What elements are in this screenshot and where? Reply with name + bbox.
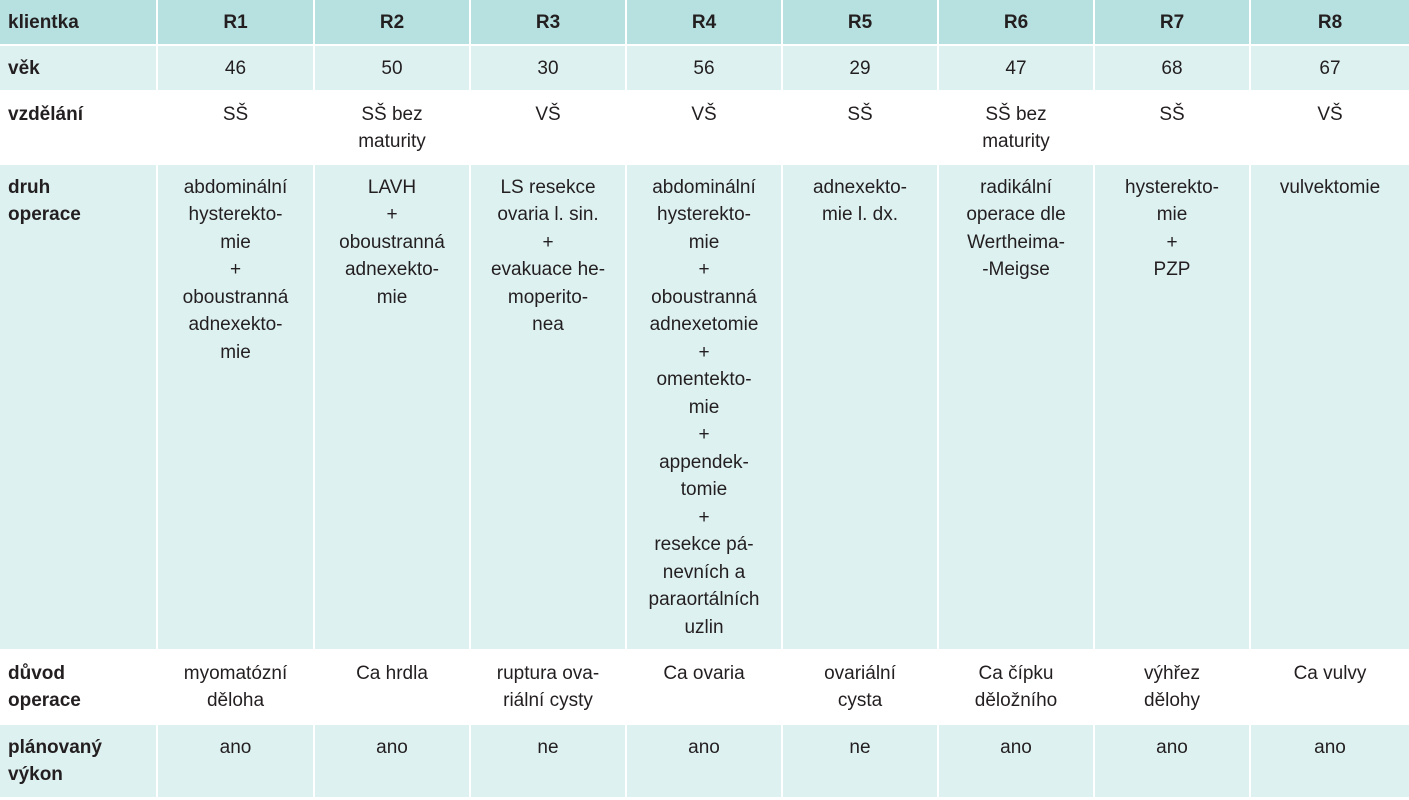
row-label-line: důvod — [8, 662, 65, 684]
cell-text-line: myomatózní — [183, 662, 288, 684]
cell-text-line: adnexekto- — [812, 176, 907, 198]
cell-text-line: ano — [1156, 736, 1188, 758]
cell-text-line: moperito- — [507, 286, 589, 308]
cell-text-line: Ca hrdla — [356, 662, 428, 684]
cell-text-line: + — [698, 424, 710, 445]
cell-text-line: Wertheima- — [967, 231, 1065, 253]
cell-text-line: SŠ — [1159, 103, 1185, 125]
table-cell-r4 — [626, 164, 782, 650]
table-cell-r8 — [1250, 45, 1409, 91]
cell-text-line: radikální — [980, 176, 1052, 198]
cell-text-line: maturity — [358, 131, 426, 152]
table-cell-r7 — [1094, 45, 1250, 91]
table-cell-r3 — [470, 91, 626, 164]
cell-text-line: VŠ — [1317, 103, 1343, 125]
cell-text-line: hysterekto- — [1125, 176, 1219, 198]
cell-text-line: PZP — [1153, 259, 1191, 280]
table-cell-r5 — [782, 650, 938, 724]
cell-text-line: ano — [1314, 736, 1346, 758]
cell-text-line: paraortálních — [648, 589, 760, 610]
cell-text-line: 68 — [1161, 57, 1183, 79]
cell-text-line: resekce pá- — [654, 534, 754, 555]
cell-text-line: 67 — [1319, 57, 1341, 79]
cell-text-line: mie — [220, 231, 251, 253]
cell-text-line: Ca vulvy — [1293, 662, 1367, 684]
table-cell-r4 — [626, 45, 782, 91]
table-cell-r4 — [626, 650, 782, 724]
cell-text-line: + — [698, 341, 710, 363]
cell-text-line: hysterekto- — [188, 204, 283, 225]
cell-text-line: mie l. dx. — [821, 204, 899, 225]
cell-text-line: riální cysty — [503, 690, 593, 711]
table-cell-r3 — [470, 650, 626, 724]
cell-text-line: ano — [1000, 736, 1032, 758]
table-cell-r1 — [157, 724, 314, 798]
row-druh-operace — [0, 164, 1409, 650]
cell-text-line: VŠ — [535, 103, 561, 125]
table-cell-r6 — [938, 45, 1094, 91]
cell-text-line: omentekto- — [656, 369, 752, 390]
row-label-line: plánovaný — [8, 736, 102, 758]
table-cell-r7 — [1094, 91, 1250, 164]
header-cell-r4: R4 — [626, 0, 782, 45]
table-cell-r2 — [314, 650, 470, 724]
cell-text-line: Ca ovaria — [663, 662, 745, 684]
cell-text-line: hysterekto- — [657, 204, 751, 225]
cell-text-line: nea — [532, 314, 564, 335]
cell-text-line: 56 — [693, 57, 715, 79]
table-cell-r2 — [314, 45, 470, 91]
cell-text-line: cysta — [837, 690, 883, 711]
cell-text-line: ne — [849, 736, 871, 758]
table-cell-r5 — [782, 164, 938, 650]
cell-text-line: adnexekto- — [344, 259, 439, 280]
header-cell-r1: R1 — [157, 0, 314, 45]
cell-text-line: + — [229, 259, 242, 280]
cell-text-line: mie — [688, 231, 720, 253]
table-cell-r6 — [938, 724, 1094, 798]
table-cell-r4 — [626, 724, 782, 798]
table-cell-r2 — [314, 724, 470, 798]
table-cell-r7 — [1094, 650, 1250, 724]
cell-text-line: maturity — [982, 131, 1050, 152]
cell-text-line: nevních a — [662, 561, 746, 583]
table-cell-r1 — [157, 164, 314, 650]
cell-text-line: abdominální — [652, 176, 756, 198]
row-duvod-operace — [0, 650, 1409, 724]
cell-text-line: dělohy — [1144, 690, 1200, 711]
row-label-cell — [0, 164, 157, 650]
cell-text-line: adnexetomie — [649, 314, 759, 335]
table-cell-r2 — [314, 91, 470, 164]
cell-text-line: LS resekce — [500, 176, 596, 198]
table-cell-r8 — [1250, 164, 1409, 650]
cell-text-line: SŠ — [847, 103, 873, 125]
cell-text-line: 46 — [224, 57, 247, 79]
row-vek — [0, 45, 1409, 91]
cell-text-line: oboustranná — [339, 231, 445, 253]
table-cell-r8 — [1250, 724, 1409, 798]
cell-text-line: + — [542, 231, 554, 253]
cell-text-line: mie — [688, 396, 720, 418]
table-cell-r2 — [314, 164, 470, 650]
cell-text-line: + — [698, 259, 710, 280]
row-label-line: druh — [8, 176, 51, 198]
cell-text-line: mie — [220, 341, 251, 363]
table-cell-r5 — [782, 91, 938, 164]
cell-text-line: tomie — [680, 479, 728, 500]
table-cell-r5 — [782, 45, 938, 91]
cell-text-line: ne — [537, 736, 559, 758]
cell-text-line: SŠ bez — [361, 103, 423, 125]
cell-text-line: 29 — [849, 57, 871, 79]
header-cell-r6: R6 — [938, 0, 1094, 45]
table-cell-r3 — [470, 45, 626, 91]
cell-text-line: operace dle — [966, 204, 1066, 225]
cell-text-line: ovariální — [824, 662, 896, 684]
cell-text-line: mie — [1156, 204, 1188, 225]
table-cell-r7 — [1094, 164, 1250, 650]
header-cell-r5: R5 — [782, 0, 938, 45]
row-label-cell — [0, 724, 157, 798]
cell-text-line: + — [386, 204, 398, 225]
row-label-line: operace — [8, 204, 81, 225]
cell-text-line: LAVH — [367, 176, 417, 198]
row-label-line: věk — [8, 57, 40, 79]
cell-text-line: 30 — [537, 57, 559, 79]
row-planovany-vykon — [0, 724, 1409, 798]
cell-text-line: vulvektomie — [1279, 176, 1381, 198]
table-cell-r1 — [157, 650, 314, 724]
cell-text-line: -Meigse — [982, 259, 1050, 280]
cell-text-line: Ca čípku — [978, 662, 1054, 684]
cell-text-line: uzlin — [684, 616, 724, 638]
row-label-cell — [0, 45, 157, 91]
cell-text-line: SŠ bez — [985, 103, 1047, 125]
table-cell-r6 — [938, 91, 1094, 164]
table-cell-r3 — [470, 164, 626, 650]
cell-text-line: ano — [219, 736, 252, 758]
table-cell-r1 — [157, 91, 314, 164]
cell-text-line: appendek- — [659, 451, 749, 473]
cell-text-line: evakuace he- — [490, 259, 606, 280]
cell-text-line: výhřez — [1144, 662, 1200, 684]
row-label-line: vzdělání — [8, 103, 83, 125]
row-label-line: výkon — [8, 764, 63, 785]
table-cell-r5 — [782, 724, 938, 798]
cell-text-line: 47 — [1005, 57, 1027, 79]
table-cell-r7 — [1094, 724, 1250, 798]
cell-text-line: děložního — [974, 690, 1058, 711]
table-cell-r3 — [470, 724, 626, 798]
cell-text-line: SŠ — [222, 103, 249, 125]
table-cell-r8 — [1250, 91, 1409, 164]
row-label-cell — [0, 650, 157, 724]
cell-text-line: VŠ — [691, 103, 717, 125]
cell-text-line: abdominální — [183, 176, 288, 198]
cell-text-line: ruptura ova- — [496, 662, 600, 684]
header-cell-r7: R7 — [1094, 0, 1250, 45]
cell-text-line: adnexekto- — [188, 314, 283, 335]
header-cell-r3: R3 — [470, 0, 626, 45]
table-cell-r6 — [938, 164, 1094, 650]
cell-text-line: ano — [688, 736, 720, 758]
cell-text-line: oboustranná — [651, 286, 757, 308]
row-vzdelani — [0, 91, 1409, 164]
row-label-cell — [0, 91, 157, 164]
table-cell-r1 — [157, 45, 314, 91]
header-cell-r8: R8 — [1250, 0, 1409, 45]
table-cell-r8 — [1250, 650, 1409, 724]
cell-text-line: + — [698, 506, 710, 528]
cell-text-line: ano — [376, 736, 408, 758]
cell-text-line: + — [1166, 231, 1178, 253]
cell-text-line: mie — [376, 286, 408, 308]
row-label-line: operace — [8, 690, 81, 711]
cell-text-line: 50 — [381, 57, 403, 79]
table-cell-r6 — [938, 650, 1094, 724]
header-cell-r2: R2 — [314, 0, 470, 45]
cell-text-line: ovaria l. sin. — [497, 204, 599, 225]
header-row — [0, 0, 1409, 45]
header-cell-klientka: klientka — [0, 0, 157, 45]
cell-text-line: oboustranná — [182, 286, 289, 308]
table-cell-r4 — [626, 91, 782, 164]
cell-text-line: děloha — [206, 690, 265, 711]
